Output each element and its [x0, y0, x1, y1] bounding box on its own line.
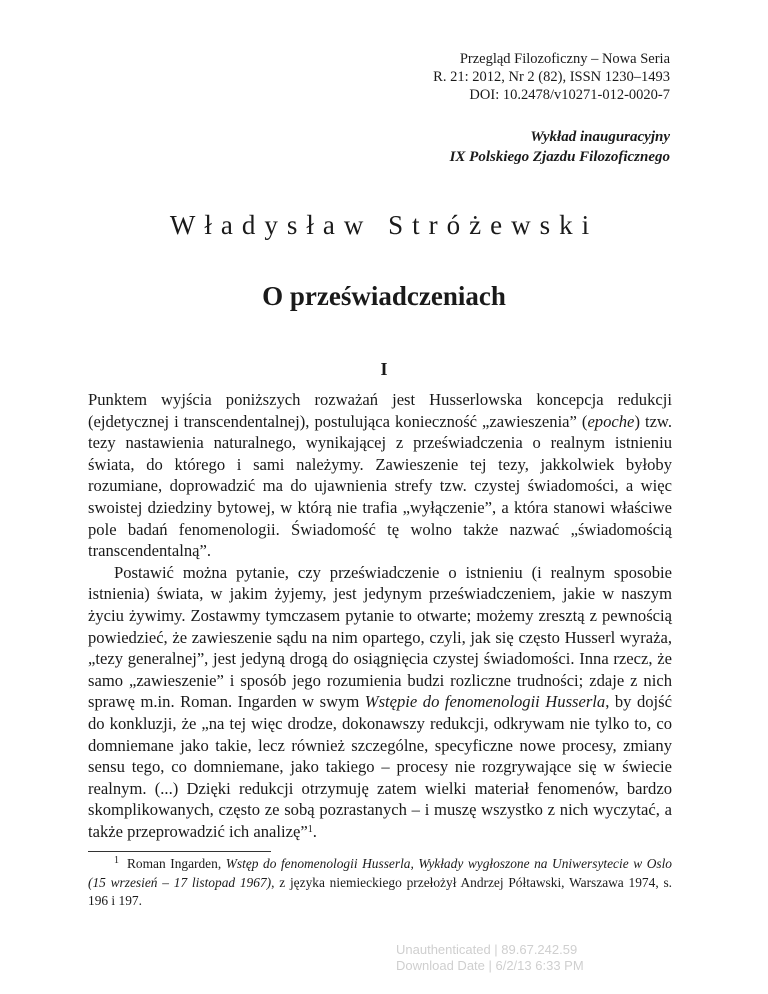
- article-title: O przeświadczeniach: [262, 281, 506, 311]
- book-title: Wstępie do fenomenologii Husserla: [364, 692, 606, 712]
- lecture-note: [250, 127, 670, 167]
- journal-name: Przegląd Filozoficzny – Nowa Seria: [459, 51, 670, 67]
- footnote-reference[interactable]: 1: [307, 823, 313, 835]
- paragraph-1: Punktem wyjścia poniższych rozważań jest Husserlowska koncepcja redukcji (ejdetycznej i transcendentalnej), postulująca konieczność „zawieszenia” (epoche) tzw. tezy nastawienia naturalnego, wynikającej z przeświadczenia o realnym istnieniu świata, do którego i sami należymy. Zawieszenie tej tezy, jakkolwiek byłoby rozumiane, doprowadzić ma do ujawnienia strefy tzw. czystej świadomości, a więc swoistej dziedziny bytowej, w którą nie trafia „wyłączenie”, a która stanowi właściwe pole badań fenomenologii. Świadomość tę wolno także nazwać „świadomością transcendentalną”.: [88, 390, 672, 561]
- journal-doi: DOI: 10.2478/v10271-012-0020-7: [469, 87, 670, 103]
- footnote-title: Wstęp do fenomenologii Husserla, Wykłady wygłoszone na Uniwersytecie w Oslo (15 wrzesień – 17 listopad 1967): [88, 856, 672, 890]
- journal-issue: R. 21: 2012, Nr 2 (82), ISSN 1230–1493: [433, 69, 670, 85]
- article-body: [88, 389, 672, 842]
- footnote-number: 1: [114, 855, 119, 866]
- watermark-line-2: Download Date | 6/2/13 6:33 PM: [396, 958, 584, 973]
- epoche-term: epoche: [587, 411, 635, 431]
- lecture-line-1: Wykład inauguracyjny: [530, 129, 670, 145]
- paragraph-2: Postawić można pytanie, czy przeświadczenie o istnieniu (i realnym sposobie istnienia) świata, w jakim żyjemy, jest jedynym przeświadczeniem, jakie w naszym życiu żywimy. Zostawmy tymczasem pytanie to otwarte; możemy zresztą z pewnością powiedzieć, że zawieszenie sądu na nim opartego, czyli, jak się często Husserl wyraża, „tezy generalnej”, jest jedyną drogą do osiągnięcia czystej świadomości. Inna rzecz, że samo „zawieszenie” i sposób jego rozumienia budzi rozliczne trudności; zdaje z nich sprawę m.in. Roman. Ingarden w swym Wstępie do fenomenologii Husserla, by dojść do konkluzji, że „na tej więc drodze, dokonawszy redukcji, odkrywam nie tylko to, co domniemane jako takie, lecz również szczególne, specyficzne nowe procesy, zmiany sensu tego, co domniemane, jako takiego – procesy nie rozgrywające się w świecie realnym. (...) Dzięki redukcji otrzymuję zatem wielki materiał fenomenów, bardzo skomplikowanych, często ze sobą pozrastanych – i muszę wszystko z nich wyczytać, a także przeprowadzić ich analizę”$^1$.: [88, 562, 672, 841]
- footnote-rest: , z języka niemieckiego przełożył Andrzej Półtawski, Warszawa 1974, s. 196 i 197.: [88, 874, 673, 908]
- download-watermark: [396, 942, 584, 974]
- watermark-line-1: Unauthenticated | 89.67.242.59: [396, 942, 578, 957]
- footnote-divider: [88, 851, 271, 852]
- footnote-author: Roman Ingarden,: [127, 856, 226, 871]
- author-name: Władysław Stróżewski: [169, 210, 599, 240]
- journal-info: [270, 50, 670, 104]
- footnote: [88, 855, 672, 911]
- lecture-line-2: IX Polskiego Zjazdu Filozoficznego: [449, 149, 670, 165]
- section-heading: I: [380, 359, 388, 379]
